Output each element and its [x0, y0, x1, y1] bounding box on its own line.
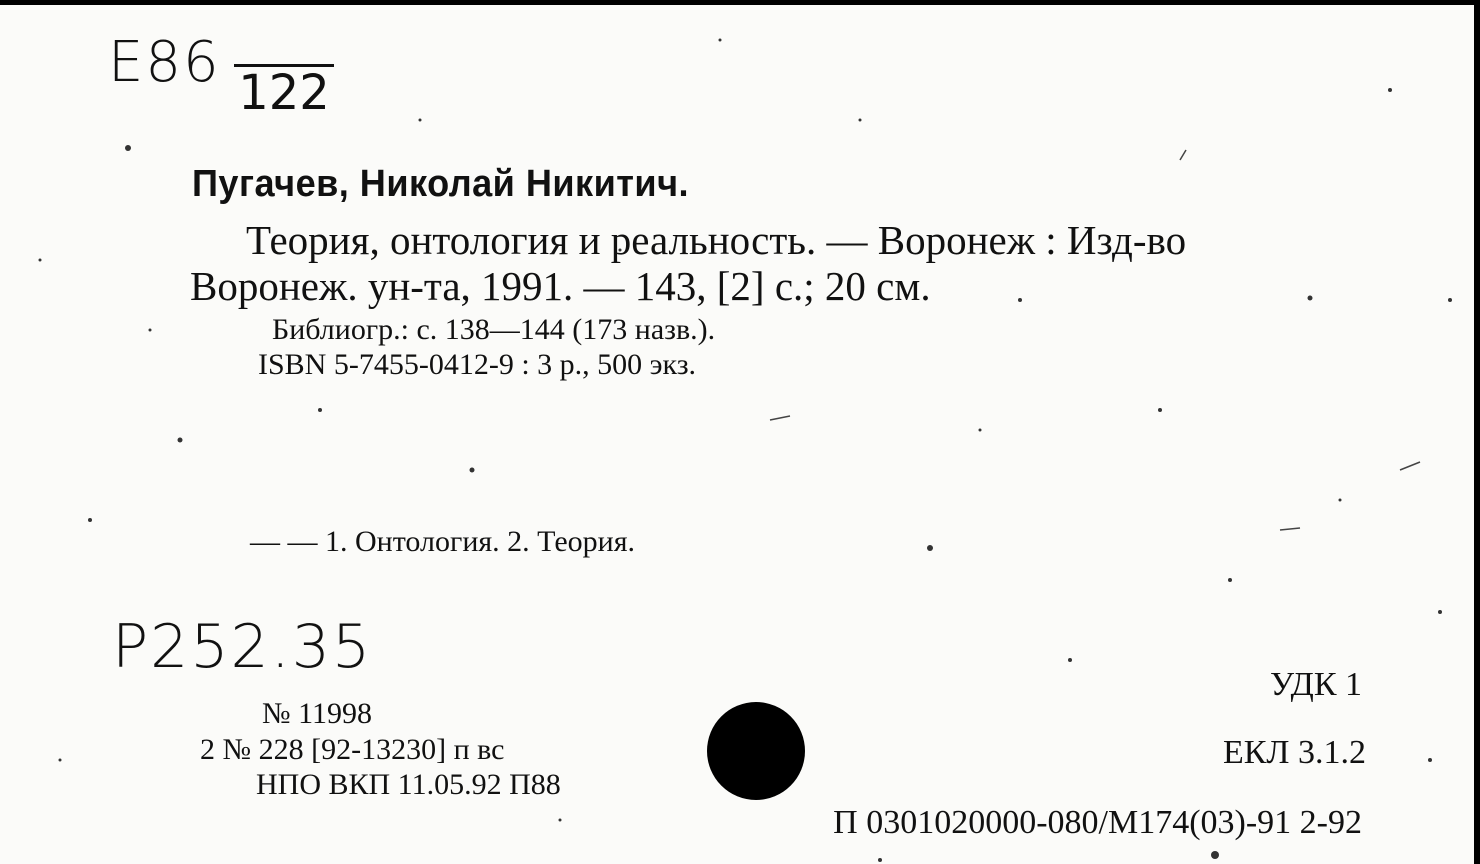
registry-number: 2 № 228 [92-13230] п вс	[200, 733, 505, 766]
ekl-code: ЕКЛ 3.1.2	[1222, 734, 1366, 771]
shelf-mark: E86	[108, 30, 221, 95]
udk-code: УДК 1	[1269, 666, 1362, 703]
author-heading: Пугачев, Николай Никитич.	[192, 163, 690, 205]
catalog-code: П 0301020000-080/М174(03)-91 2-92	[833, 804, 1362, 841]
shelf-fraction: 122	[234, 64, 334, 119]
subject-headings: — — 1. Онтология. 2. Теория.	[250, 525, 636, 558]
title-line-2: Воронеж. ун-та, 1991. — 143, [2] с.; 20 см.	[190, 263, 931, 309]
title-line-1: Теория, онтология и реальность. — Воронеж : Изд-во	[246, 217, 1187, 263]
handwritten-classification: P252.35	[112, 612, 373, 682]
card-number: № 11998	[262, 697, 373, 730]
bibliography-note: Библиогр.: с. 138—144 (173 назв.).	[272, 313, 716, 346]
isbn-line: ISBN 5-7455-0412-9 : 3 р., 500 экз.	[258, 348, 697, 381]
punch-hole	[707, 702, 805, 800]
printer-line: НПО ВКП 11.05.92 П88	[256, 768, 561, 801]
